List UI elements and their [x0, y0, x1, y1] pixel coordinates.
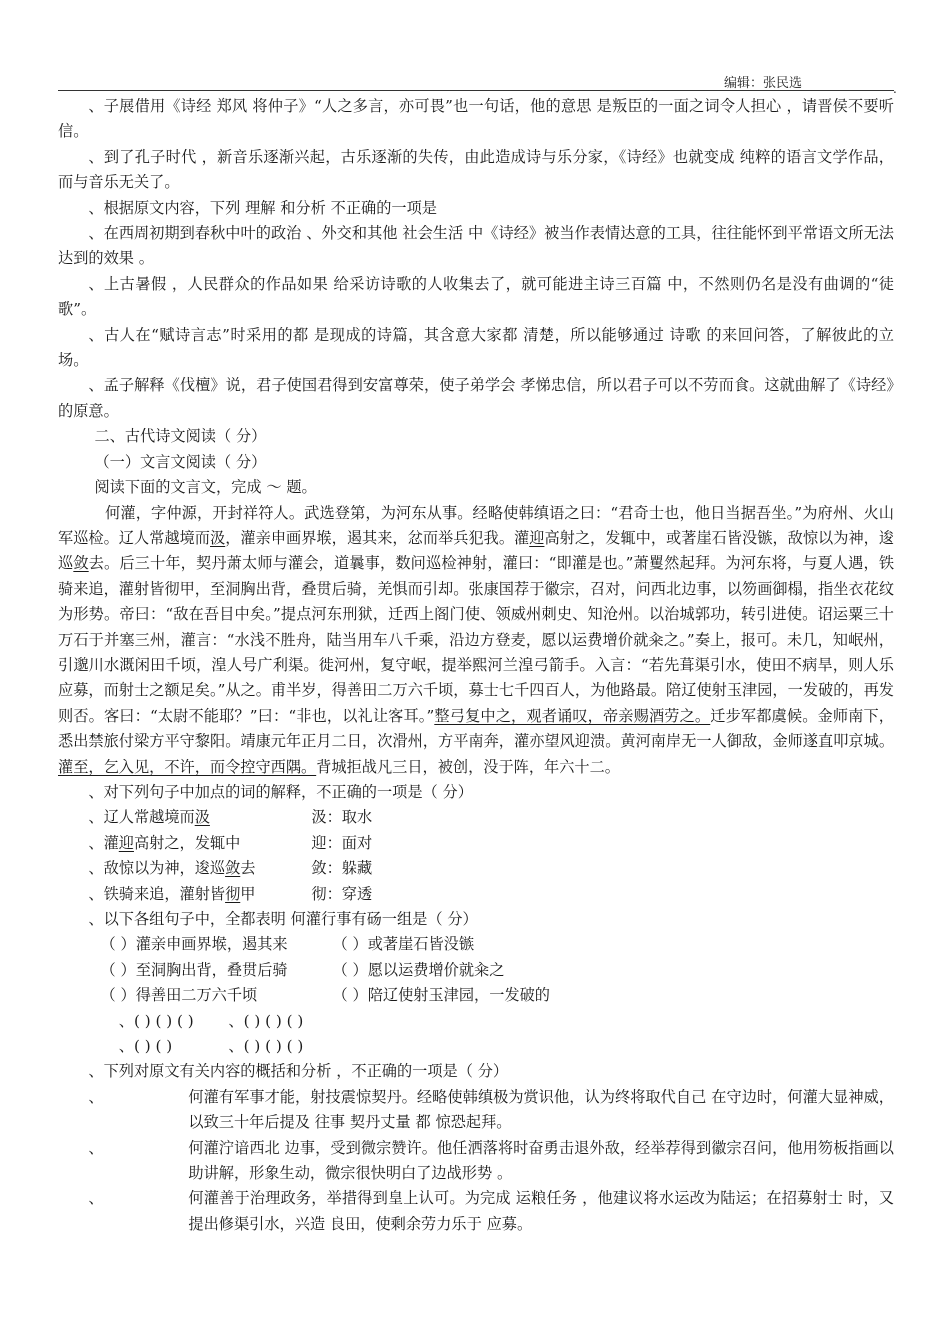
- marked-word: 汲: [210, 528, 226, 547]
- word-gloss: 迎：面对: [311, 833, 373, 852]
- analysis-option-c: 、古人在“赋诗言志”时采用的都 是现成的诗篇，其含意大家都 清楚，所以能够通过 诗歌 的来回问答，了解彼此的立场。: [58, 325, 894, 370]
- word-gloss: 汲：取水: [311, 808, 373, 827]
- question-analysis-stem: 、根据原文内容，下列 理解 和分析 不正确的一项是: [88, 198, 437, 217]
- word-item: [58, 805, 894, 830]
- group-choice: 、( ) ( ) ( ) 、( ) ( ) ( ): [118, 1011, 304, 1030]
- prev-option-d: 、到了孔子时代 ，新音乐逐渐兴起，古乐逐渐的失传，由此造成诗与乐分家，《诗经》也就变成 纯粹的语言文学作品，而与音乐无关了。: [58, 147, 894, 192]
- editor-credit: 编辑：张民选: [724, 76, 803, 91]
- group-pair: （ ）至洞胸出背，叠贯后骑 （ ）愿以运费增价就籴之: [100, 960, 505, 979]
- underlined-sentence: 整弓复中之，观者诵叹，帝亲赐酒劳之。: [434, 706, 711, 725]
- word-sentence: 、铁骑来追，灌射皆彻甲: [88, 884, 256, 903]
- group-choice: 、( ) ( ) 、( ) ( ) ( ): [118, 1037, 304, 1056]
- marked-word: 敛: [73, 554, 89, 573]
- underlined-sentence: 灌至，乞入见，不许，而令控守西隅。: [58, 757, 317, 776]
- summary-option-c: 、 何灌善于治理政务，举措得到皇上认可。为完成 运粮任务 ，他建议将水运改为陆运；在招募射士 时，又提出修渠引水，兴造 良田，使剩余劳力乐于 应募。: [88, 1189, 894, 1233]
- word-sentence: 、敌惊以为神，逡巡敛去: [88, 859, 256, 878]
- word-sentence: 、灌迎高射之，发辄中: [88, 833, 241, 852]
- analysis-option-a: 、在西周初期到春秋中叶的政治 、外交和其他 社会生活 中《诗经》被当作表情达意的工具，往往能怀到平常语文所无法 达到的效果 。: [58, 224, 894, 268]
- summary-option-b: 、 何灌泞谙西北 边事，受到微宗赞许。他任洒落将时奋勇击退外敌，经举荐得到徽宗召问，他用笏板指画以助讲解，形象生动，微宗很快明白了边战形势 。: [88, 1138, 894, 1183]
- word-gloss: 敛：躲藏: [311, 859, 373, 878]
- header-corner-mark: .: [893, 82, 897, 96]
- passage-text: 迁步军都虞候。金师南下，悉出禁旅付梁方平守黎阳。靖康元年正月二日，次滑州，方平南奔，灌亦望风迎溃。黄河南岸无一人御敌，金师遂直叩京城。: [58, 706, 894, 751]
- passage-text: 去。后三十年，契丹萧太师与灌会，道曩事，数问巡检神射，灌曰：“即灌是也。”萧矍然起拜。为河东将，与夏人遇，铁骑来追，灌射皆彻甲，至洞胸出背，叠贯后骑，羌惧而引却。张康国荐于徽宗，召对，问西北边事，以笏画御榻，指坐衣花纹为形势。帝曰：“敌在吾目中矣。”提点河东刑狱，迁西上阁门使、领威州刺史、知沧州。以治城郭功，转引进使。诏运粟三十万石于并塞三州，灌言：“水浅不胜舟，陆当用车八千乘，沿边方登麦，愿以运费增价就籴之。”奏上，报可。未几，知岷州，引邈川水溉闲田千顷，湟人号广利渠。徙河州，复守岷，提举熙河兰湟弓箭手。入言：“若先葺渠引水，使田不病旱，则人乐应募，而射士之额足矣。”从之。甫半岁，得善田二万六千顷，募士七千四百人，为他路最。陪辽使射玉津园，一发破的，再发则否。客曰：“太尉不能耶？”曰：“非也，以礼让客耳。”: [58, 554, 895, 725]
- question-summary-stem: 、下列对原文有关内容的概括和分析 ，不正确的一项是（ 分）: [88, 1062, 509, 1081]
- passage-text: 高射之，发辄中，或著崖石皆没镞，敌惊以为神，逡巡: [58, 528, 895, 573]
- word-gloss: 彻：穿透: [311, 884, 373, 903]
- marked-word: 迎: [529, 528, 545, 547]
- passage-text: 何灌，字仲源，开封祥符人。武选登第，为河东从事。经略使韩缜语之曰：“君奇士也，他日当据吾坐。”为府州、火山军巡检。辽人常越境而: [58, 503, 894, 547]
- word-item: [58, 831, 894, 856]
- section-title: 二、古代诗文阅读（ 分）: [94, 427, 267, 446]
- question-group-stem: 、以下各组句子中，全都表明 何灌行事有砀一组是（ 分）: [88, 910, 478, 928]
- word-sentence: 、辽人常越境而汲: [88, 808, 210, 827]
- word-item: [58, 882, 894, 907]
- question-words-stem: 、对下列句子中加点的词的解释，不正确的一项是（ 分）: [88, 782, 473, 801]
- group-pair: （ ）得善田二万六千顷 （ ）陪辽使射玉津园，一发破的: [100, 986, 550, 1005]
- analysis-option-d: 、孟子解释《伐檀》说，君子使国君得到安富尊荣，使子弟学会 孝悌忠信，所以君子可以不劳而食。这就曲解了《诗经》的原意。: [58, 376, 894, 420]
- passage-text: 背城拒战凡三日，被创，没于阵，年六十二。: [316, 757, 620, 776]
- reading-instruction: 阅读下面的文言文，完成 ～ 题。: [94, 478, 317, 497]
- subsection-title: （一）文言文阅读（ 分）: [94, 452, 267, 471]
- page-header: [0, 70, 950, 94]
- group-pair: （ ）灌亲申画界堠，遏其来 （ ）或著崖石皆没镞: [100, 935, 475, 954]
- classical-passage: [58, 501, 894, 780]
- header-rule: [58, 90, 894, 91]
- word-item: [58, 856, 894, 881]
- document-body: [58, 94, 894, 1237]
- analysis-option-b: 、上古暑假 ，人民群众的作品如果 给采访诗歌的人收集去了，就可能进主诗三百篇 中，不然则仍名是没有曲调的“徒歌”。: [58, 274, 894, 319]
- summary-option-a: 、 何灌有军事才能，射技震惊契丹。经略使韩缜极为赏识他，认为终将取代自己 在守边时，何灌大显神威，以致三十年后提及 往事 契丹丈量 都 惊恐起拜。: [88, 1087, 894, 1132]
- prev-option-c: 、子展借用《诗经 郑风 将仲子》“人之多言，亦可畏”也一句话，他的意思 是叛臣的一面之词令人担心 ，请晋侯不要听信。: [58, 97, 894, 141]
- passage-text: ，灌亲申画界堠，遏其来，忿而举兵犯我。灌: [225, 528, 530, 547]
